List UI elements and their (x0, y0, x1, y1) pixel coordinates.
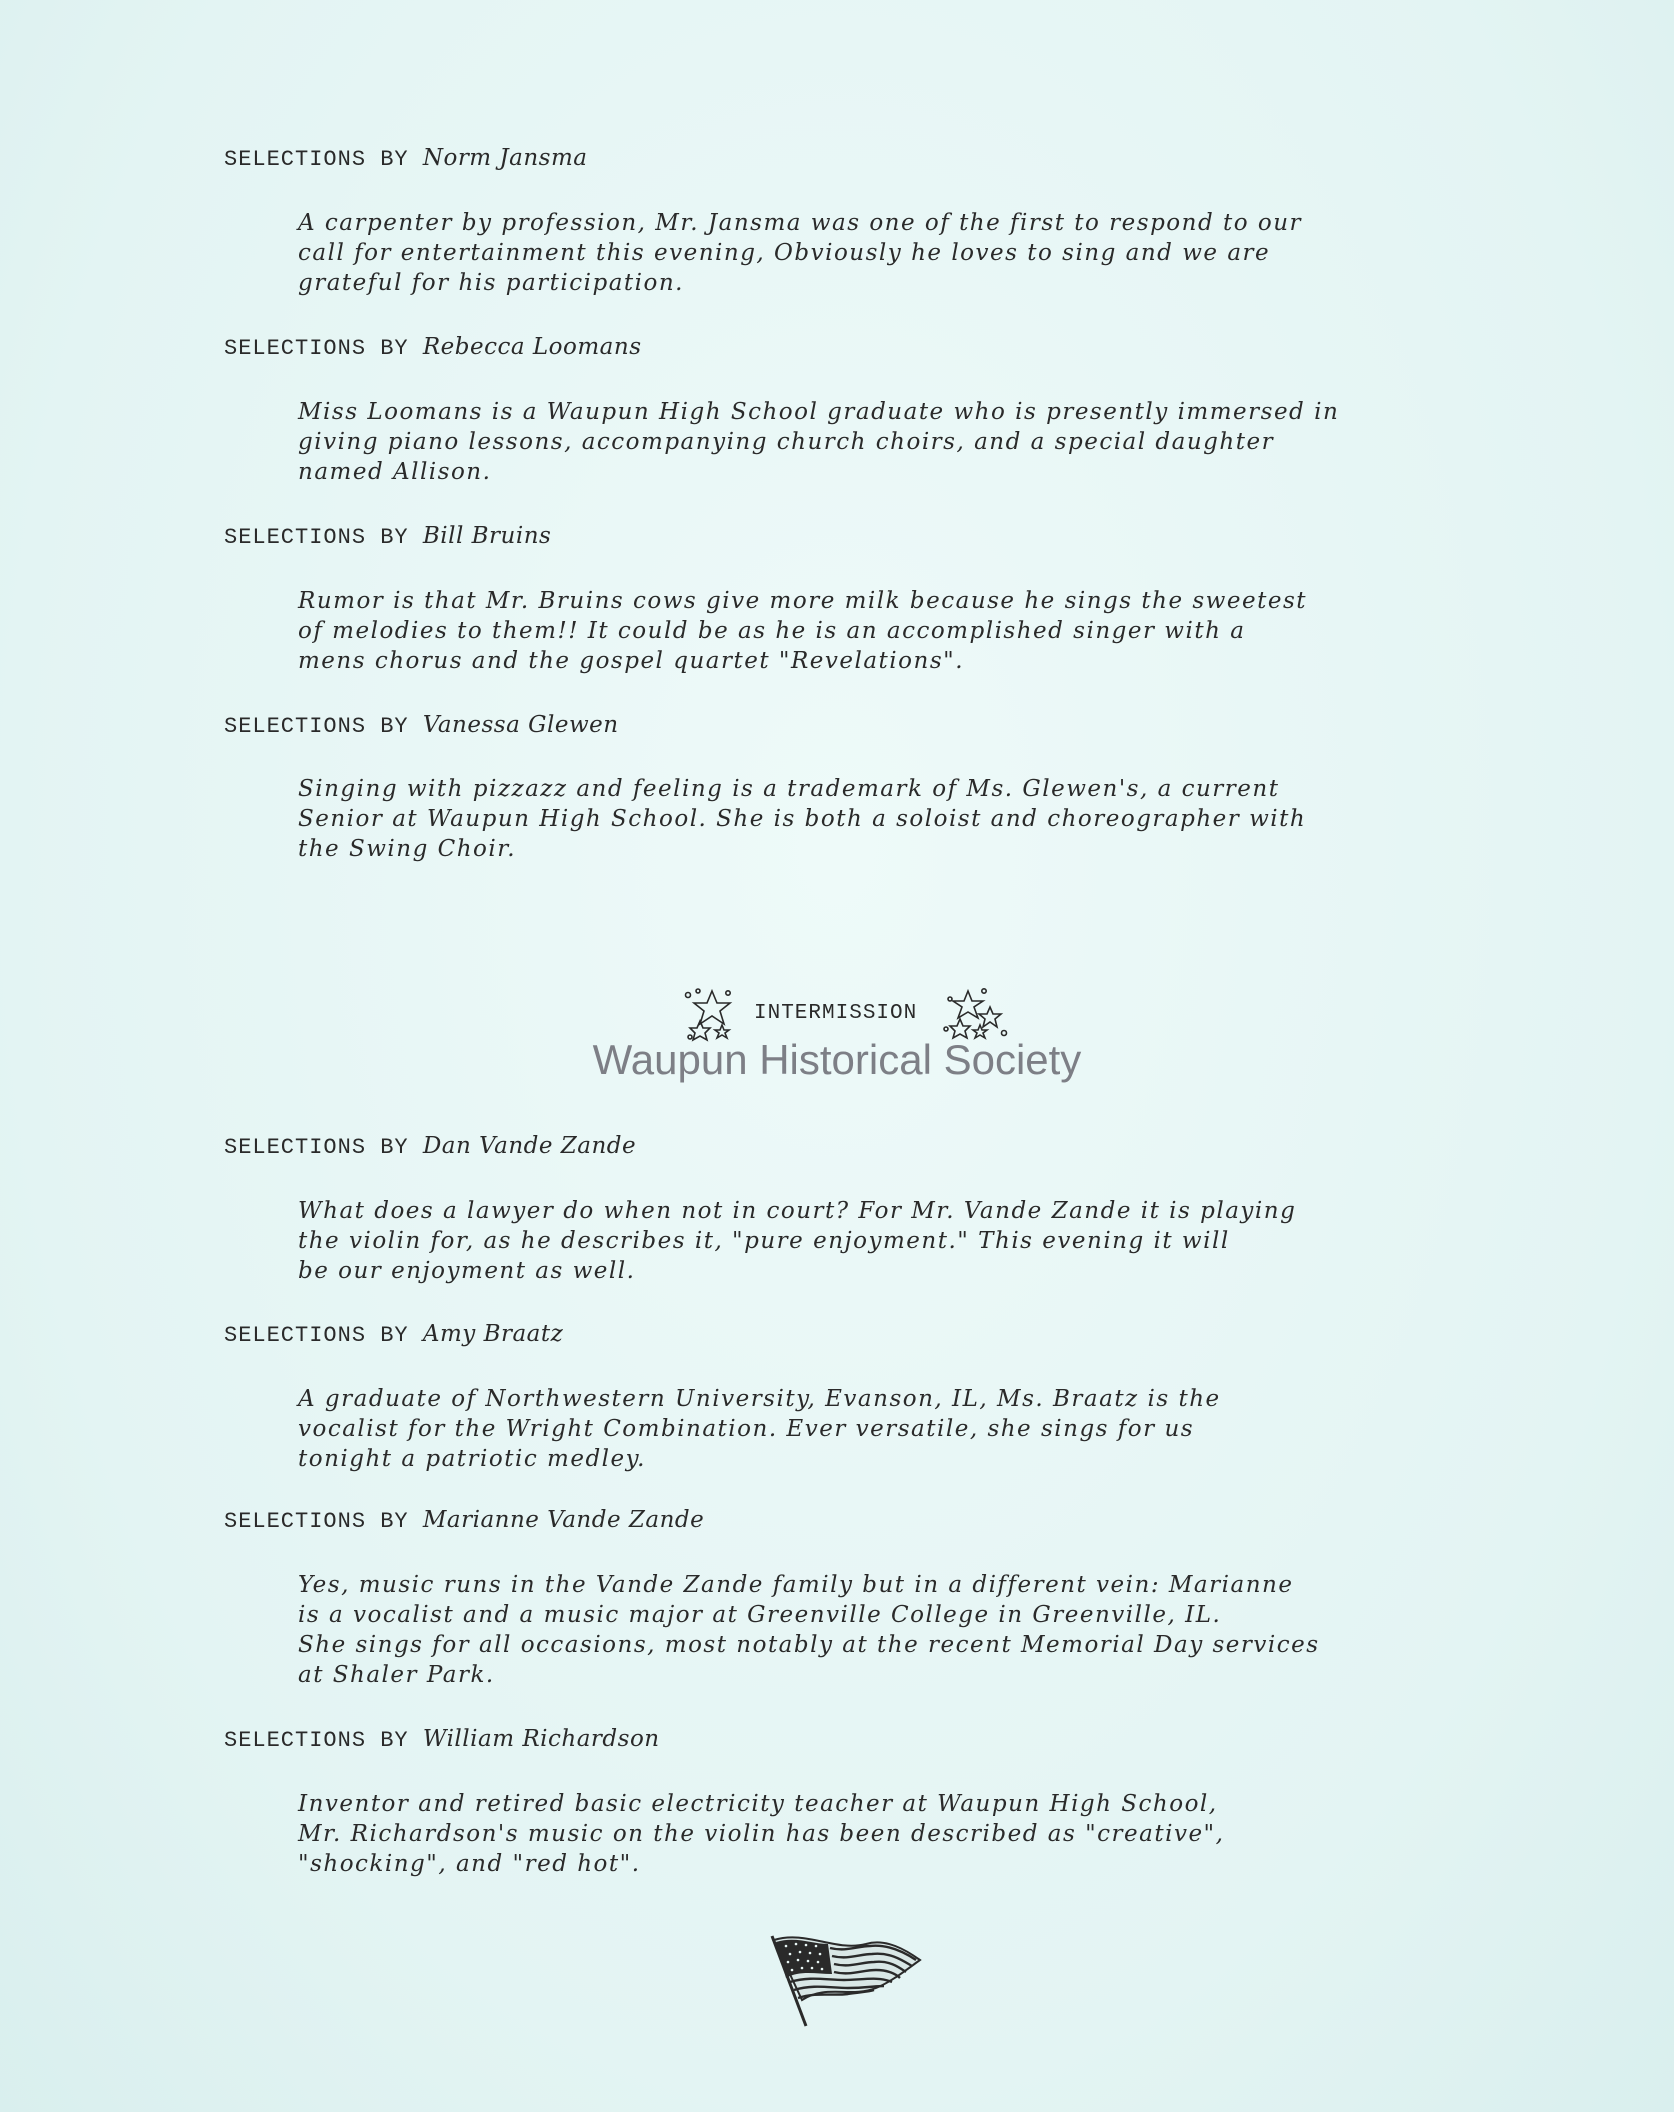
entry-description (298, 208, 1518, 298)
performer-name: William Richardson (422, 1726, 660, 1752)
description-line: named Allison. (298, 459, 492, 485)
description-line: giving piano lessons, accompanying church choirs, and a special daughter (298, 429, 1275, 455)
heading-prefix: SELECTIONS BY (224, 336, 409, 361)
entry-heading (224, 712, 619, 739)
heading-prefix: SELECTIONS BY (224, 1323, 409, 1348)
description-line: vocalist for the Wright Combination. Ever versatile, she sings for us (298, 1416, 1195, 1442)
performer-name: Dan Vande Zande (422, 1133, 637, 1159)
entry-heading (224, 145, 588, 172)
entry-heading (224, 1321, 563, 1348)
heading-prefix: SELECTIONS BY (224, 1135, 409, 1160)
entry-heading (224, 334, 642, 361)
entry-description (298, 1196, 1518, 1286)
performer-name: Vanessa Glewen (422, 712, 619, 738)
description-line: A graduate of Northwestern University, Evanson, IL, Ms. Braatz is the (298, 1386, 1221, 1412)
description-line: mens chorus and the gospel quartet "Revelations". (298, 648, 965, 674)
american-flag-icon (766, 1930, 926, 2030)
performer-name: Norm Jansma (422, 145, 588, 171)
entry-description (298, 1384, 1518, 1474)
heading-prefix: SELECTIONS BY (224, 525, 409, 550)
description-line: She sings for all occasions, most notably at the recent Memorial Day services (298, 1632, 1320, 1658)
description-line: the Swing Choir. (298, 836, 517, 862)
description-line: What does a lawyer do when not in court? For Mr. Vande Zande it is playing (298, 1198, 1297, 1224)
description-line: at Shaler Park. (298, 1662, 495, 1688)
heading-prefix: SELECTIONS BY (224, 714, 409, 739)
performer-name: Amy Braatz (422, 1321, 564, 1347)
heading-prefix: SELECTIONS BY (224, 147, 409, 172)
heading-prefix: SELECTIONS BY (224, 1509, 409, 1534)
entry-heading (224, 523, 551, 550)
description-line: of melodies to them!! It could be as he is an accomplished singer with a (298, 618, 1246, 644)
description-line: A carpenter by profession, Mr. Jansma was one of the first to respond to our (298, 210, 1303, 236)
performer-name: Rebecca Loomans (422, 334, 642, 360)
watermark-text: Waupun Historical Society (592, 1036, 1082, 1083)
description-line: Senior at Waupun High School. She is both a soloist and choreographer with (298, 806, 1307, 832)
performer-name: Bill Bruins (422, 523, 552, 549)
description-line: "shocking", and "red hot". (298, 1851, 641, 1877)
description-line: Singing with pizzazz and feeling is a trademark of Ms. Glewen's, a current (298, 776, 1280, 802)
performer-name: Marianne Vande Zande (422, 1507, 705, 1533)
description-line: Miss Loomans is a Waupun High School graduate who is presently immersed in (298, 399, 1340, 425)
description-line: be our enjoyment as well. (298, 1258, 636, 1284)
description-line: tonight a patriotic medley. (298, 1446, 646, 1472)
entry-description (298, 1789, 1518, 1879)
entry-description (298, 586, 1518, 676)
description-line: Rumor is that Mr. Bruins cows give more milk because he sings the sweetest (298, 588, 1307, 614)
entry-heading (224, 1726, 660, 1753)
description-line: is a vocalist and a music major at Greenville College in Greenville, IL. (298, 1602, 1222, 1628)
description-line: Inventor and retired basic electricity teacher at Waupun High School, (298, 1791, 1218, 1817)
heading-prefix: SELECTIONS BY (224, 1728, 409, 1753)
entry-description (298, 397, 1518, 487)
description-line: call for entertainment this evening, Obviously he loves to sing and we are (298, 240, 1271, 266)
entry-description (298, 774, 1518, 864)
entry-heading (224, 1507, 704, 1534)
description-line: grateful for his participation. (298, 270, 684, 296)
description-line: Yes, music runs in the Vande Zande family but in a different vein: Marianne (298, 1572, 1294, 1598)
entry-description (298, 1570, 1518, 1690)
entry-heading (224, 1133, 636, 1160)
intermission-label: INTERMISSION (754, 1002, 918, 1025)
description-line: Mr. Richardson's music on the violin has been described as "creative", (298, 1821, 1225, 1847)
description-line: the violin for, as he describes it, "pure enjoyment." This evening it will (298, 1228, 1230, 1254)
